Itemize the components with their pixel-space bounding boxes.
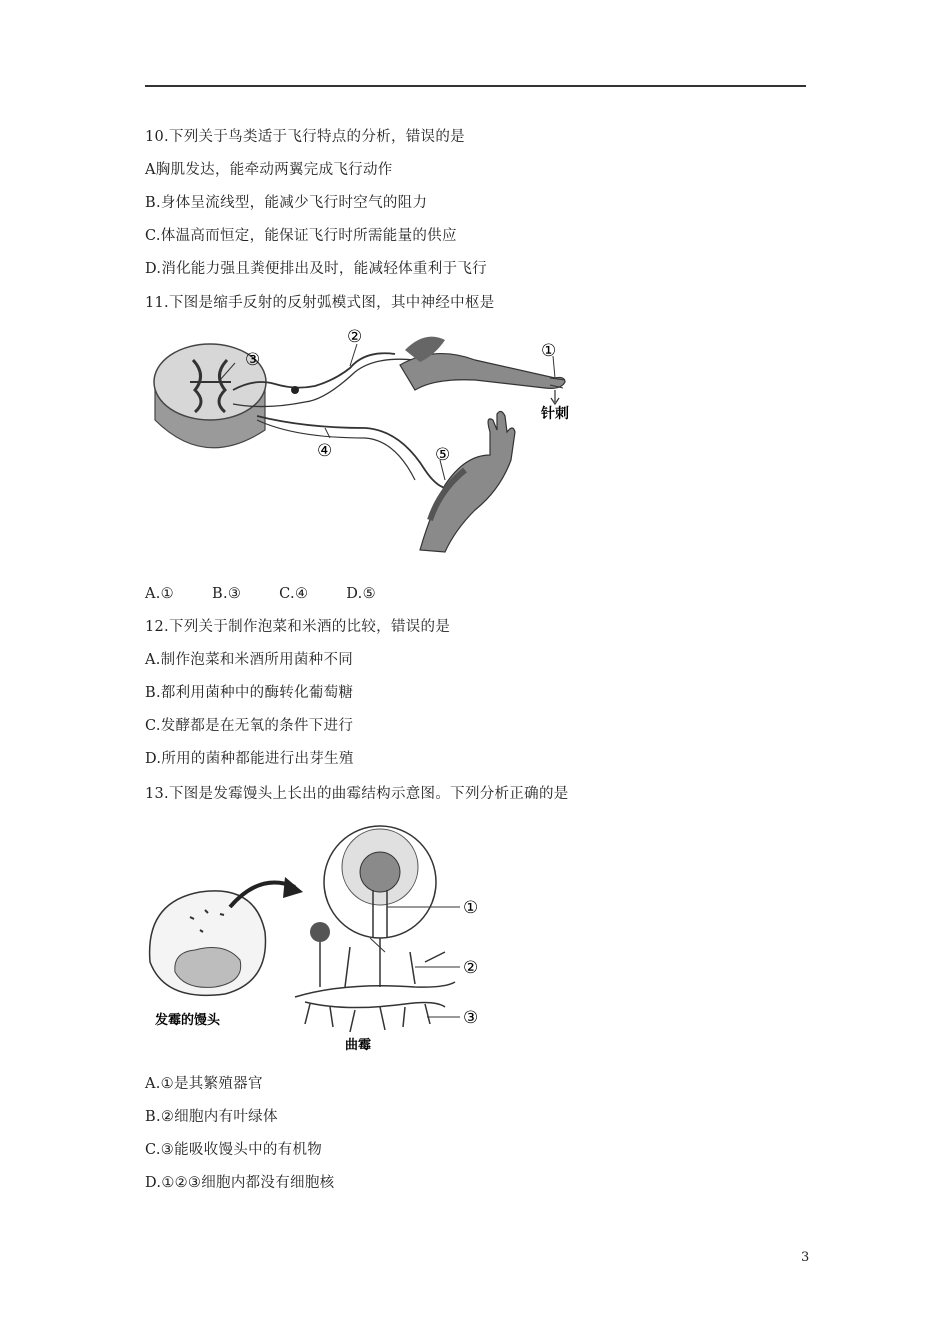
q10-option-a: A胸肌发达，能牵动两翼完成飞行动作 (145, 162, 393, 178)
q10-option-c: C.体温高而恒定，能保证飞行时所需能量的供应 (145, 228, 457, 244)
q11-stem: 11.下图是缩手反射的反射弧模式图，其中神经中枢是 (145, 295, 495, 311)
small-sporangium (310, 922, 330, 942)
q12-option-b: B.都利用菌种中的酶转化葡萄糖 (145, 685, 354, 701)
mold-label-1: ① (463, 898, 479, 918)
q13-option-d: D.①②③细胞内都没有细胞核 (145, 1175, 335, 1191)
mold-caption: 曲霉 (345, 1038, 372, 1053)
q11-option-d: D.⑤ (346, 586, 376, 602)
mold-label-3: ③ (463, 1008, 479, 1028)
needle-caption: 针刺 (541, 406, 569, 422)
mold-label-2: ② (463, 958, 479, 978)
q10-option-b: B.身体呈流线型，能减少飞行时空气的阻力 (145, 195, 428, 211)
label-3: ③ (245, 350, 261, 370)
hyphae-illustration (295, 938, 455, 1032)
q11-options (145, 584, 414, 604)
header-rule (145, 85, 806, 87)
reflex-arc-figure (145, 320, 595, 570)
q13-stem: 13.下图是发霉馒头上长出的曲霉结构示意图。下列分析正确的是 (145, 786, 569, 802)
label-4: ④ (317, 441, 333, 461)
q12-option-d: D.所用的菌种都能进行出芽生殖 (145, 751, 354, 767)
ganglion-dot (291, 386, 299, 394)
q11-option-b: B.③ (211, 586, 242, 602)
q11-option-a: A.① (145, 586, 174, 602)
q10-option-d: D.消化能力强且粪便排出及时，能减轻体重利于飞行 (145, 261, 487, 277)
q13-option-b: B.②细胞内有叶绿体 (145, 1109, 278, 1125)
efferent-nerve (257, 416, 445, 488)
mold-figure (145, 812, 505, 1057)
q10-stem: 10.下列关于鸟类适于飞行特点的分析，错误的是 (145, 129, 465, 145)
label-5: ⑤ (435, 445, 451, 465)
q13-option-a: A.①是其繁殖器官 (145, 1076, 263, 1092)
label-2: ② (347, 327, 363, 347)
q12-stem: 12.下列关于制作泡菜和米酒的比较，错误的是 (145, 619, 451, 635)
q12-option-a: A.制作泡菜和米酒所用菌种不同 (145, 652, 354, 668)
label-1: ① (541, 341, 557, 361)
q12-option-c: C.发酵都是在无氧的条件下进行 (145, 718, 354, 734)
moldy-bread-illustration (150, 891, 266, 995)
bread-caption: 发霉的馒头 (155, 1013, 221, 1028)
q13-option-c: C.③能吸收馒头中的有机物 (145, 1142, 323, 1158)
page-number: 3 (801, 1250, 810, 1265)
q11-option-c: C.④ (279, 586, 309, 602)
